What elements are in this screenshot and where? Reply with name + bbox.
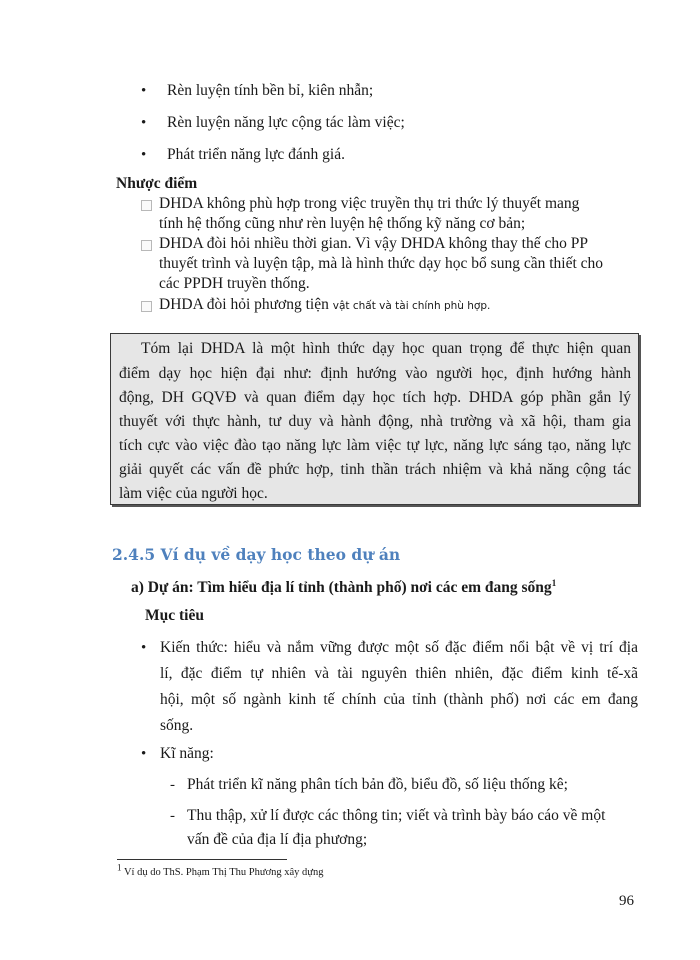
checkbox-bullet-icon [141,301,152,312]
skill-line: Thu thập, xử lí được các thông tin; viết và trình bày báo cáo về một [187,807,606,824]
bullet-icon: • [141,83,147,99]
dash-icon: - [170,808,175,824]
disadvantage-item-line: DHDA đòi hỏi nhiều thời gian. Vì vậy DHDA không thay thế cho PP [159,235,588,252]
dash-icon: - [170,777,175,793]
disadvantage-item-line: tính hệ thống cũng như rèn luyện hệ thống kỹ năng cơ bản; [159,215,526,232]
disadvantages-title: Nhược điểm [116,175,198,192]
skill-line: vấn đề của địa lí địa phương; [187,831,368,848]
disadvantage-item-tail: vật chất và tài chính phù hợp. [332,300,491,312]
summary-line: làm việc của người học. [119,485,268,502]
footnote-number: 1 [117,862,122,873]
advantage-item: Rèn luyện năng lực cộng tác làm việc; [167,114,405,131]
objectives-title: Mục tiêu [145,607,204,624]
summary-line: giải quyết các vấn đề phức hợp, tinh thần trách nhiệm và khả năng cộng tác [119,461,631,478]
disadvantage-item-lead: DHDA đòi hỏi phương tiện [159,296,333,313]
objective-line: Kĩ năng: [160,745,214,762]
bullet-icon: • [141,147,147,163]
disadvantage-item-line [159,295,490,316]
disadvantage-item-line: thuyết trình và luyện tập, mà là hình thức dạy học bổ sung cần thiết cho [159,255,604,272]
footnote-text: Ví dụ do ThS. Phạm Thị Thu Phương xây dựng [123,867,324,878]
objective-line: sống. [160,717,194,734]
footnote-separator [117,859,287,860]
section-heading: 2.4.5 Ví dụ về dạy học theo dự án [112,545,401,564]
checkbox-bullet-icon [141,200,152,211]
summary-line: điểm dạy học hiện đại như: định hướng vào người học, định hướng hành [119,365,631,382]
summary-line: thuyết với thực hành, tư duy và hành động, nhà trường và xã hội, tham gia [119,413,631,430]
objective-line: lí, đặc điểm tự nhiên và tài nguyên thiên nhiên, đặc điểm kinh tế-xã [160,665,638,682]
disadvantage-item-line: các PPDH truyền thống. [159,275,310,292]
objective-line: Kiến thức: hiểu và nắm vững được một số đặc điểm nổi bật về vị trí địa [160,639,638,656]
bullet-icon: • [141,640,147,656]
disadvantage-item-line: DHDA không phù hợp trong việc truyền thụ tri thức lý thuyết mang [159,195,580,212]
checkbox-bullet-icon [141,240,152,251]
advantage-item: Rèn luyện tính bền bỉ, kiên nhẫn; [167,82,374,99]
footnote [117,862,324,880]
summary-line: động, DH GQVĐ và quan điểm dạy học tích hợp. DHDA góp phần gắn lý [119,389,631,406]
bullet-icon: • [141,115,147,131]
page-number: 96 [619,893,634,909]
advantage-item: Phát triển năng lực đánh giá. [167,146,345,163]
bullet-icon: • [141,746,147,762]
project-title [131,578,556,598]
summary-line: Tóm lại DHDA là một hình thức dạy học quan trọng để thực hiện quan [141,340,631,357]
footnote-ref[interactable]: 1 [551,577,557,588]
summary-line: tích cực vào việc đào tạo năng lực làm việc tự lực, năng lực sáng tạo, năng lực [119,437,631,454]
project-title-text: a) Dự án: Tìm hiểu địa lí tỉnh (thành phố) nơi các em đang sống [131,579,552,596]
summary-box [110,333,639,505]
skill-line: Phát triển kĩ năng phân tích bản đồ, biểu đồ, số liệu thống kê; [187,776,568,793]
objective-line: hội, một số ngành kinh tế chính của tỉnh (thành phố) nơi các em đang [160,691,638,708]
